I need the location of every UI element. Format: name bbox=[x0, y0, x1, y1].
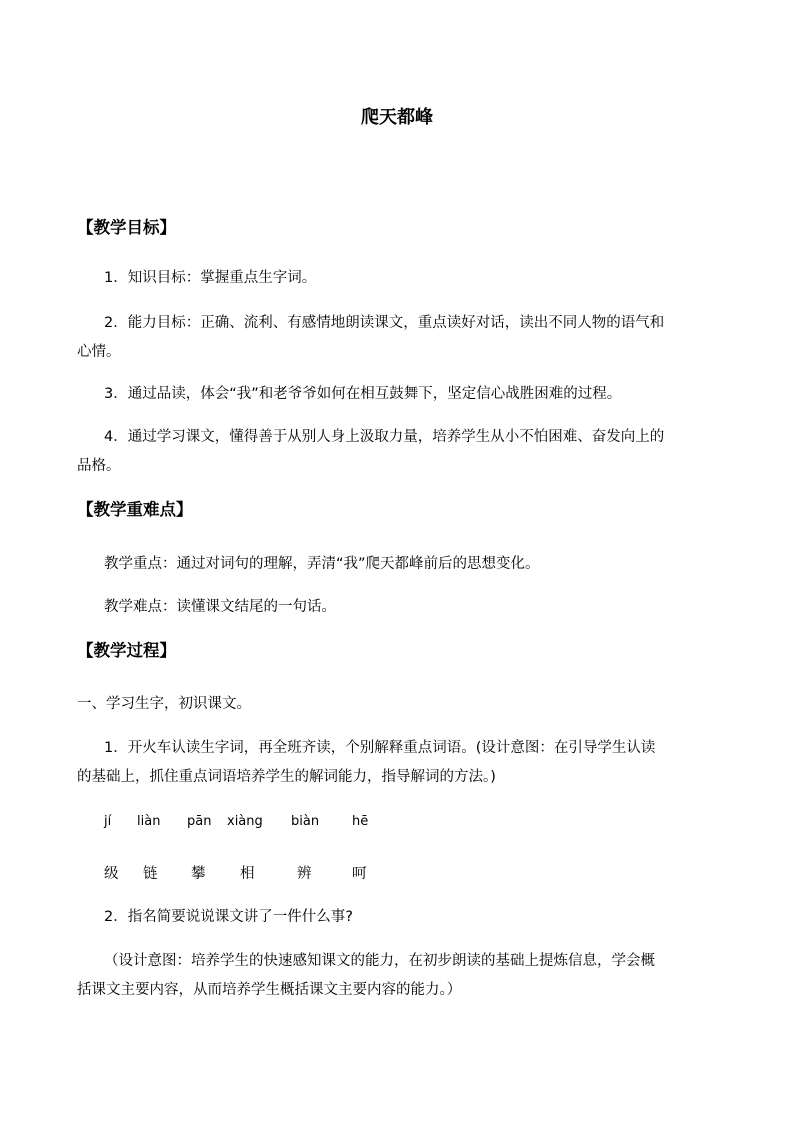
page-title: 爬天都峰 bbox=[361, 107, 433, 128]
section-heading-teaching-goals: 【教学目标】 bbox=[77, 218, 176, 237]
pinyin-item: hē bbox=[352, 814, 369, 829]
goal-item-1: 1．知识目标：掌握重点生字词。 bbox=[104, 270, 317, 286]
goal-item-2-line-1: 2．能力目标：正确、流利、有感情地朗读课文，重点读好对话，读出不同人物的语气和 bbox=[104, 315, 665, 331]
character-item: 攀 bbox=[191, 866, 206, 882]
pinyin-item: pān bbox=[187, 814, 212, 829]
character-item: 链 bbox=[143, 866, 158, 882]
pinyin-item: jí bbox=[104, 814, 112, 829]
section-heading-key-points: 【教学重难点】 bbox=[77, 500, 193, 519]
pinyin-item: liàn bbox=[137, 814, 161, 829]
step-1-line-2: 的基础上，抓住重点词语培养学生的解词能力，指导解词的方法。) bbox=[77, 769, 496, 785]
pinyin-item: xiàng bbox=[227, 814, 263, 829]
section-heading-teaching-process: 【教学过程】 bbox=[77, 641, 176, 660]
goal-item-4-line-1: 4．通过学习课文，懂得善于从别人身上汲取力量，培养学生从小不怕困难、奋发向上的 bbox=[104, 429, 665, 445]
character-item: 相 bbox=[240, 866, 255, 882]
design-intent-line-2: 括课文主要内容，从而培养学生概括课文主要内容的能力。） bbox=[77, 982, 462, 998]
character-item: 呵 bbox=[352, 866, 367, 882]
step-2-text: 2．指名简要说说课文讲了一件什么事? bbox=[104, 909, 353, 925]
design-intent-line-1: （设计意图：培养学生的快速感知课文的能力，在初步朗读的基础上提炼信息，学会概 bbox=[104, 953, 655, 969]
pinyin-item: biàn bbox=[291, 814, 320, 829]
character-item: 级 bbox=[104, 866, 119, 882]
goal-item-3: 3．通过品读，体会“我”和老爷爷如何在相互鼓舞下，坚定信心战胜困难的过程。 bbox=[104, 386, 622, 402]
step-1-line-1: 1．开火车认读生字词，再全班齐读，个别解释重点词语。(设计意图：在引导学生认读 bbox=[104, 740, 656, 756]
goal-item-2-line-2: 心情。 bbox=[77, 344, 121, 360]
character-item: 辨 bbox=[297, 866, 312, 882]
difficult-point-text: 教学难点：读懂课文结尾的一句话。 bbox=[104, 599, 336, 615]
goal-item-4-line-2: 品格。 bbox=[77, 458, 121, 474]
key-point-text: 教学重点：通过对词句的理解，弄清“我”爬天都峰前后的思想变化。 bbox=[104, 556, 540, 572]
part-1-title: 一、学习生字，初识课文。 bbox=[77, 696, 251, 712]
